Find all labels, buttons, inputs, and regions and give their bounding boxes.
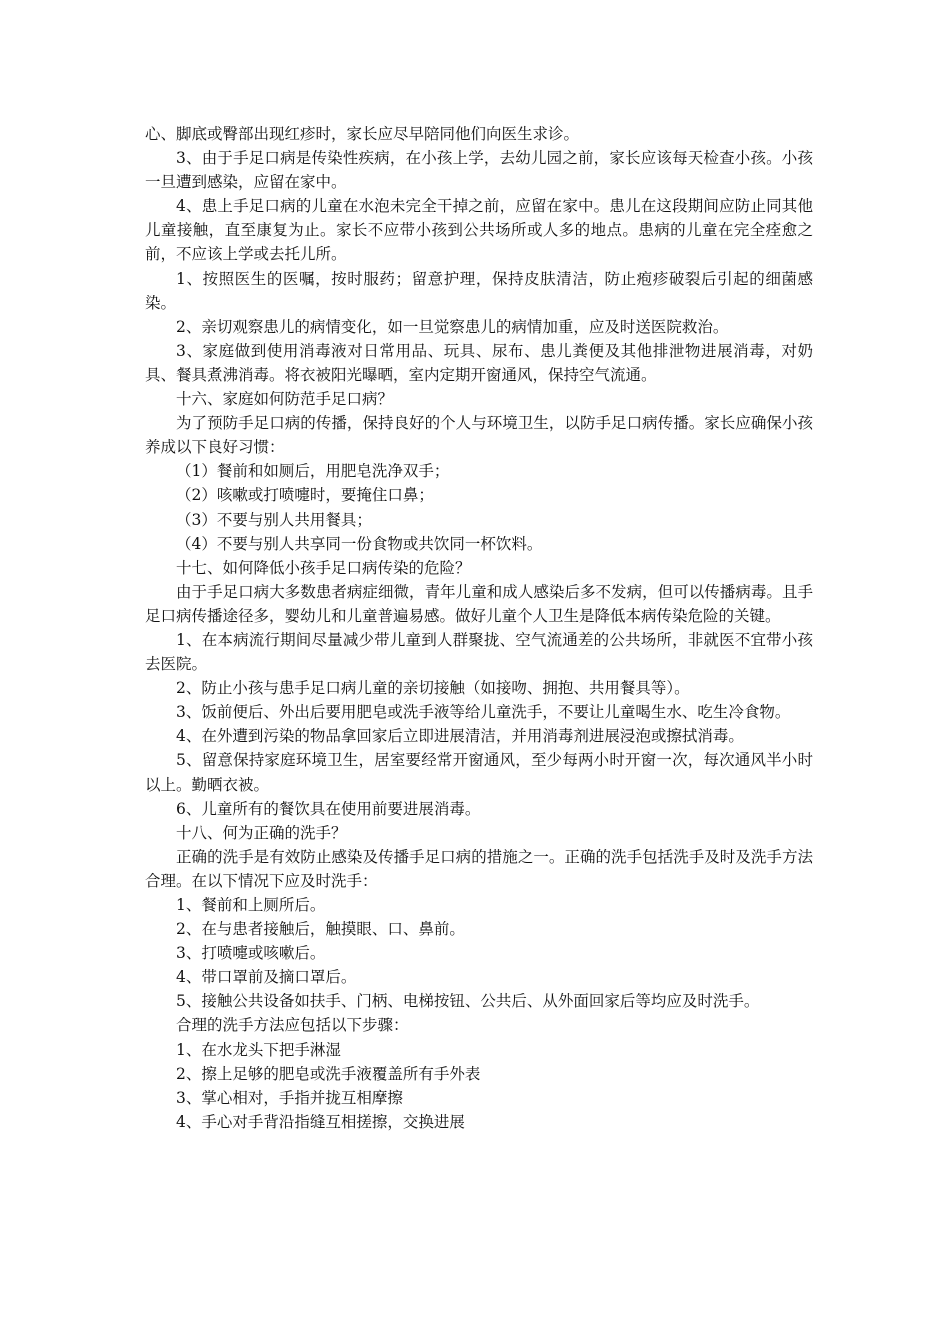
section-heading: 十七、如何降低小孩手足口病传染的危险？: [176, 558, 471, 577]
list-item: 4、手心对手背沿指缝互相搓擦，交换进展: [176, 1112, 465, 1131]
paragraph: 3、由于手足口病是传染性疾病，在小孩上学，去幼儿园之前，家长应该每天检查小孩。小孩一旦遭到感染，应留在家中。: [145, 149, 813, 192]
list-item: 4、在外遭到污染的物品拿回家后立即进展清洁，并用消毒剂进展浸泡或擦拭消毒。: [176, 727, 744, 746]
section-heading: 十六、家庭如何防范手足口病？: [176, 390, 394, 409]
list-item: （2）咳嗽或打喷嚏时，要掩住口鼻；: [176, 486, 434, 505]
list-item: 2、防止小孩与患手足口病儿童的亲切接触（如接吻、拥抱、共用餐具等）。: [176, 679, 690, 698]
list-item: 1、在本病流行期间尽量减少带儿童到人群聚拢、空气流通差的公共场所，非就医不宜带小孩去医院。: [145, 630, 813, 674]
list-item: 5、接触公共设备如扶手、门柄、电梯按钮、公共后、从外面回家后等均应及时洗手。: [176, 992, 760, 1011]
list-item: 3、掌心相对，手指并拢互相摩擦: [176, 1088, 403, 1107]
list-item: 2、擦上足够的肥皂或洗手液覆盖所有手外表: [176, 1064, 481, 1083]
list-item: 6、儿童所有的餐饮具在使用前要进展消毒。: [176, 799, 481, 818]
list-item: （4）不要与别人共享同一份食物或共饮同一杯饮料。: [176, 534, 543, 553]
list-item: 1、在水龙头下把手淋湿: [176, 1040, 341, 1059]
document-page: [145, 122, 813, 1134]
list-item: 5、留意保持家庭环境卫生，居室要经常开窗通风，至少每两小时开窗一次，每次通风半小时以上。勤晒衣被。: [145, 751, 813, 794]
list-item: 3、饭前便后、外出后要用肥皂或洗手液等给儿童洗手，不要让儿童喝生水、吃生冷食物。: [176, 703, 791, 722]
list-item: （3）不要与别人共用餐具；: [176, 510, 372, 529]
list-item: 3、打喷嚏或咳嗽后。: [176, 944, 326, 963]
paragraph: 3、家庭做到使用消毒液对日常用品、玩具、尿布、患儿粪便及其他排泄物进展消毒，对奶具、餐具煮沸消毒。将衣被阳光曝晒，室内定期开窗通风，保持空气流通。: [145, 341, 813, 384]
paragraph: 心、脚底或臀部出现红疹时，家长应尽早陪同他们向医生求诊。: [145, 125, 580, 143]
paragraph: 合理的洗手方法应包括以下步骤：: [176, 1016, 409, 1035]
paragraph: 4、患上手足口病的儿童在水泡未完全干掉之前，应留在家中。患儿在这段期间应防止同其他儿童接触，直至康复为止。家长不应带小孩到公共场所或人多的地点。患病的儿童在完全痊愈之前，不应该上学或去托儿所。: [145, 197, 813, 264]
paragraph: 1、按照医生的医嘱，按时服药；留意护理，保持皮肤清洁，防止疱疹破裂后引起的细菌感染。: [145, 269, 813, 312]
list-item: （1）餐前和如厕后，用肥皂洗净双手；: [176, 462, 450, 481]
section-heading: 十八、何为正确的洗手？: [176, 823, 347, 842]
list-item: 4、带口罩前及摘口罩后。: [176, 968, 357, 987]
paragraph: 为了预防手足口病的传播，保持良好的个人与环境卫生，以防手足口病传播。家长应确保小孩养成以下良好习惯：: [145, 414, 813, 457]
list-item: 1、餐前和上厕所后。: [176, 896, 326, 914]
paragraph: 2、亲切观察患儿的病情变化，如一旦觉察患儿的病情加重，应及时送医院救治。: [176, 317, 729, 336]
list-item: 2、在与患者接触后，触摸眼、口、鼻前。: [176, 920, 465, 939]
paragraph: 正确的洗手是有效防止感染及传播手足口病的措施之一。正确的洗手包括洗手及时及洗手方法合理。在以下情况下应及时洗手：: [145, 847, 813, 890]
paragraph: 由于手足口病大多数患者病症细微，青年儿童和成人感染后多不发病，但可以传播病毒。且手足口病传播途径多，婴幼儿和儿童普遍易感。做好儿童个人卫生是降低本病传染危险的关键。: [145, 582, 813, 625]
